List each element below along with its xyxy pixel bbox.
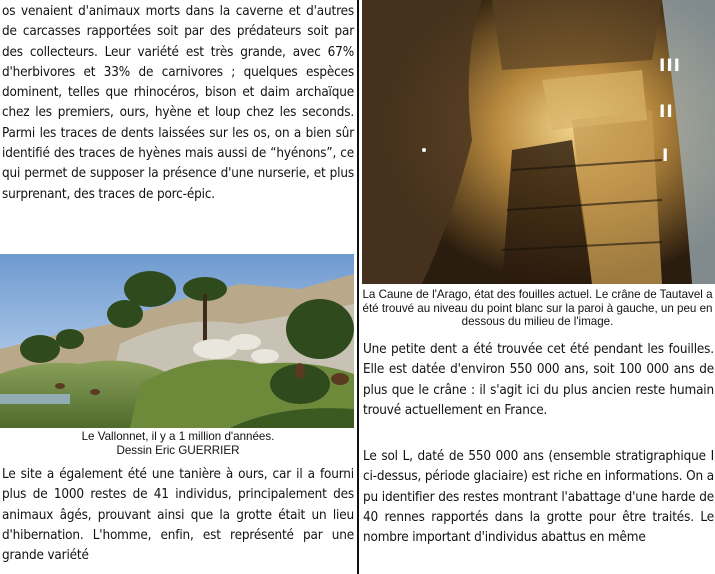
layer-label-ii: II: [659, 102, 674, 122]
left-column: [0, 0, 356, 574]
right-column: [360, 0, 715, 574]
arago-caption: La Caune de l'Arago, état des fouilles actuel. Le crâne de Tautavel a été trouvé au niveau du point blanc sur la paroi à gauche, un peu en dessous du milieu de l'image.: [362, 288, 713, 328]
right-paragraph-1: Une petite dent a été trouvée cet été pendant les fouilles. Elle est datée d'environ 550 000 ans, soit 100 000 ans de plus que le crâne : il s'agit ici du plus ancien reste humain trouvé actuellement en France.: [363, 342, 714, 418]
column-divider: [357, 0, 359, 574]
vallonnet-caption-line2: Dessin Eric GUERRIER: [116, 443, 240, 457]
left-paragraph-2: Le site a également été une tanière à ours, car il a fourni plus de 1000 restes de 41 individus, principalement des animaux âgés, prouvant ainsi que la grotte était un lieu d'hibernation. L'homme, enfin, est représenté par une grande variété: [2, 467, 354, 564]
arago-cave-photo: [362, 0, 715, 284]
right-paragraph-2: Le sol L, daté de 550 000 ans (ensemble stratigraphique I ci-dessus, période glaciaire) est riche en informations. On a pu identifier des restes montrant l'abattage d'une harde de 40 rennes rapportés dans la grotte pour être traités. Le nombre important d'individus abattus en même: [363, 449, 714, 546]
layer-label-iii: III: [659, 56, 681, 76]
vallonnet-illustration: [0, 254, 354, 428]
vallonnet-caption-line1: Le Vallonnet, il y a 1 million d'années.: [81, 430, 275, 443]
vallonnet-caption: [0, 430, 356, 457]
layer-label-i: I: [662, 146, 670, 166]
left-paragraph-1: os venaient d'animaux morts dans la caverne et d'autres de carcasses rapportées soit par des prédateurs soit par des collecteurs. Leur variété est très grande, avec 67% d'herbivores et 33% de carnivores ; quelques espèces dominent, telles que rhinocéros, bison et daim archaïque chez les premiers, ours, hyène et loup chez les seconds. Parmi les traces de dents laissées sur les os, on a bien sûr identifié des traces de hyènes mais aussi de “hyénons”, ce qui permet de supposer la présence d'une nurserie, et plus surprenant, des traces de porc-épic.: [2, 4, 354, 202]
